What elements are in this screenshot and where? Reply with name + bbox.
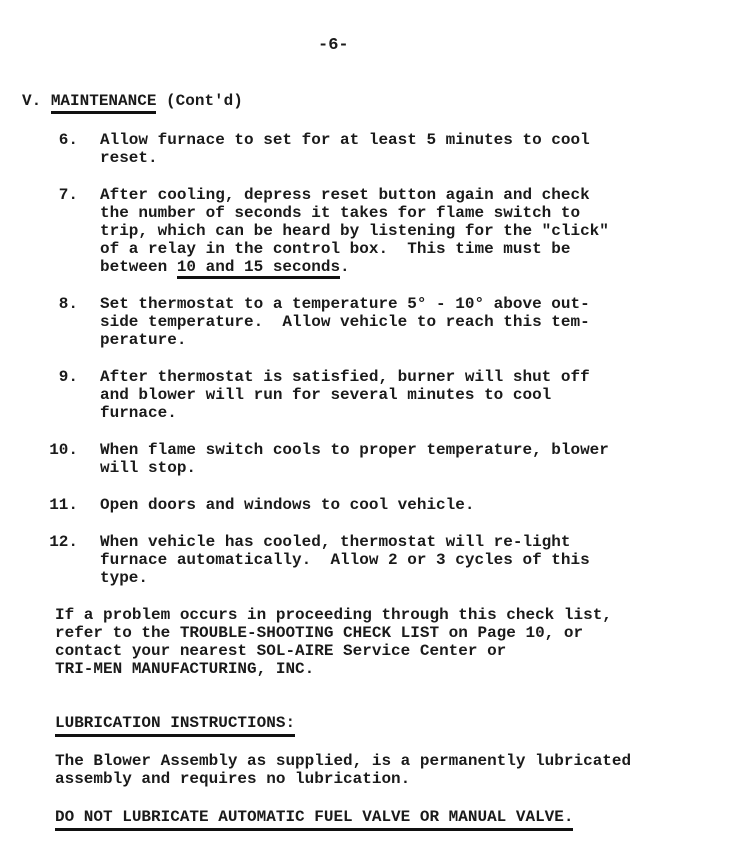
section-numeral: V. (22, 92, 42, 110)
step-text (100, 496, 710, 514)
step-line: will stop. (100, 459, 197, 477)
step-number: 11. (49, 496, 78, 514)
problem-note (55, 606, 612, 678)
step-number: 10. (49, 441, 78, 459)
step-line: Open doors and windows to cool vehicle. (100, 496, 475, 514)
step-line: When flame switch cools to proper temperature, blower (100, 441, 609, 459)
step-line: After thermostat is satisfied, burner will shut off (100, 368, 590, 386)
step-line: trip, which can be heard by listening for the "click" (100, 222, 609, 240)
step-line: Allow furnace to set for at least 5 minutes to cool (100, 131, 590, 149)
note-line: If a problem occurs in proceeding through this check list, (55, 606, 612, 624)
lubrication-line: The Blower Assembly as supplied, is a permanently lubricated (55, 752, 632, 770)
step-text (100, 186, 710, 276)
step-text (100, 368, 710, 422)
step-line: When vehicle has cooled, thermostat will re-light (100, 533, 571, 551)
step-line: the number of seconds it takes for flame switch to (100, 204, 581, 222)
lubrication-line: assembly and requires no lubrication. (55, 770, 411, 788)
step-text (100, 295, 710, 349)
lubrication-warning (55, 808, 573, 826)
step-number: 6. (58, 131, 78, 149)
note-line: refer to the TROUBLE-SHOOTING CHECK LIST on Page 10, or (55, 624, 584, 642)
step-line: reset. (100, 149, 158, 167)
step-line: furnace. (100, 404, 177, 422)
lubrication-heading (55, 714, 295, 732)
underlined-time-range: 10 and 15 seconds (177, 258, 340, 279)
step-number: 8. (58, 295, 78, 313)
lubrication-text (55, 752, 631, 788)
step-line: type. (100, 569, 149, 587)
note-line: TRI-MEN MANUFACTURING, INC. (55, 660, 315, 678)
step-line-prefix: between (100, 258, 177, 276)
step-number: 9. (58, 368, 78, 386)
step-text (100, 441, 710, 477)
section-header (22, 92, 243, 110)
step-line (100, 258, 710, 276)
lubrication-heading-text: LUBRICATION INSTRUCTIONS: (55, 714, 295, 737)
step-line: Set thermostat to a temperature 5° - 10° above out- (100, 295, 590, 313)
step-text (100, 131, 710, 167)
step-line: side temperature. Allow vehicle to reach this tem- (100, 313, 590, 331)
section-suffix: (Cont'd) (166, 92, 243, 110)
step-line: perature. (100, 331, 187, 349)
step-line: and blower will run for several minutes to cool (100, 386, 552, 404)
step-line: furnace automatically. Allow 2 or 3 cycles of this (100, 551, 590, 569)
page-number: -6- (318, 36, 349, 55)
step-text (100, 533, 710, 587)
lubrication-warning-text: DO NOT LUBRICATE AUTOMATIC FUEL VALVE OR MANUAL VALVE. (55, 808, 573, 831)
section-title: MAINTENANCE (51, 92, 157, 114)
note-line: contact your nearest SOL-AIRE Service Center or (55, 642, 507, 660)
step-number: 12. (49, 533, 78, 551)
step-line: After cooling, depress reset button again and check (100, 186, 590, 204)
step-number: 7. (58, 186, 78, 204)
step-line-suffix: . (340, 258, 350, 276)
step-line: of a relay in the control box. This time must be (100, 240, 571, 258)
